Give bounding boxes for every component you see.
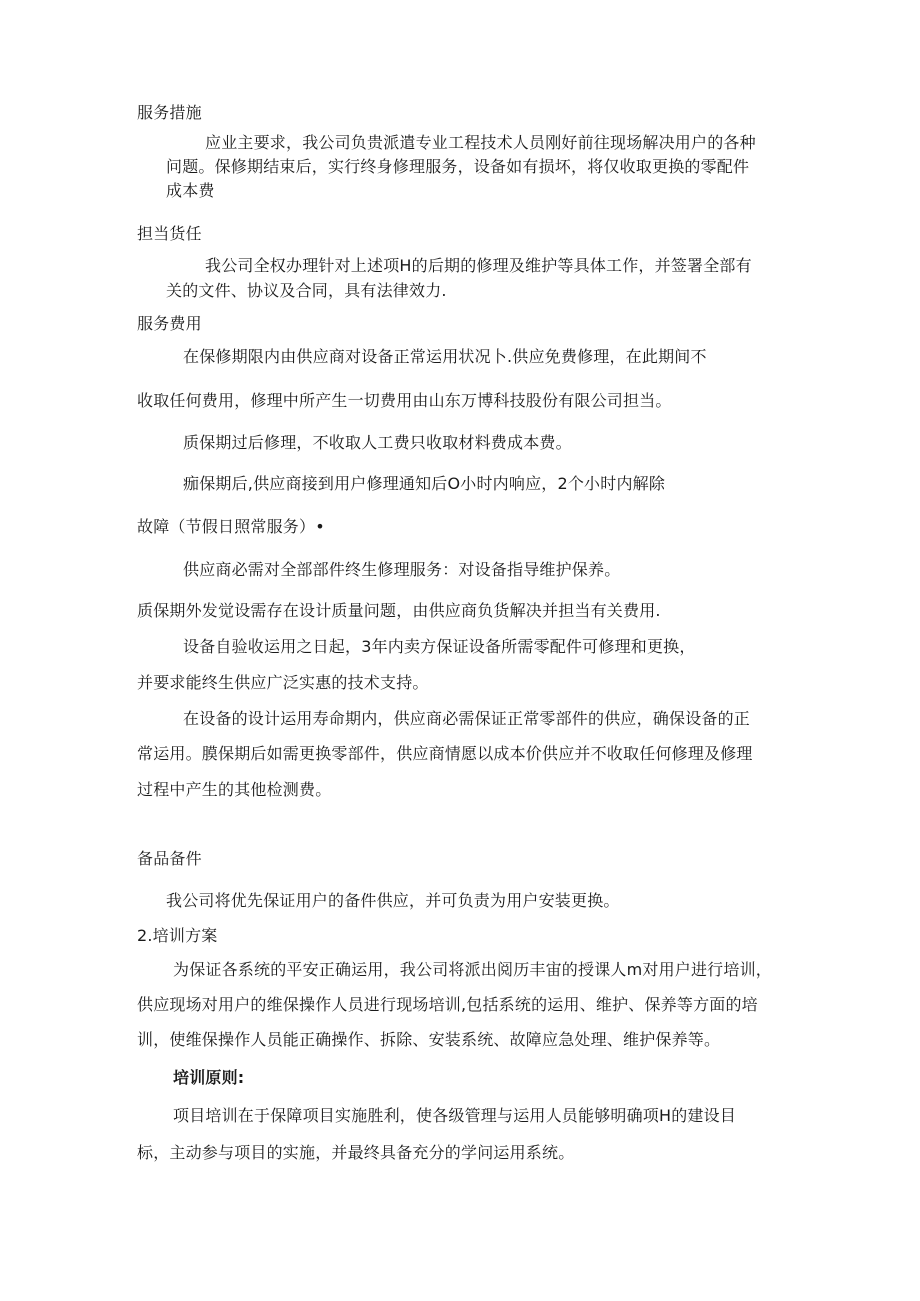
heading-service-fees: 服务费用 [137,314,202,333]
heading-training-principles: 培训原则: [173,1068,245,1087]
heading-spare-parts: 备品备件 [137,849,202,868]
paragraph-line: 训，使维保操作人员能正确操作、拆除、安装系统、故障应急处理、维护保养等。 [137,1030,721,1049]
paragraph-line: 常运用。膜保期后如需更换零部件，供应商情愿以成本价供应并不收取任何修理及修理 [137,744,753,763]
paragraph-line: 关的文件、协议及合同，具有法律效力. [166,281,447,300]
paragraph-line: 故障（节假日照常服务）• [137,517,325,536]
paragraph-line: 项目培训在于保障项目实施胜利，使各级管理与运用人员能够明确项H的建设目 [173,1106,737,1125]
paragraph-line: 问题。保修期结束后，实行终身修理服务，设备如有损坏，将仅收取更换的零配件 [166,157,750,176]
paragraph-line: 供应现场对用户的维保操作人员进行现场培训,包括系统的运用、维护、保养等方面的培 [137,995,758,1014]
paragraph-line: 我公司全权办理针对上述项H的后期的修理及维护等具体工作，并签署全部有 [205,256,752,275]
paragraph-line: 质保期过后修理，不收取人工费只收取材料费成本费。 [183,433,572,452]
paragraph-line: 收取任何费用，修理中所产生一切费用由山东万博科技股份有限公司担当。 [137,391,672,410]
paragraph-line: 成本费 [166,181,215,200]
paragraph-line: 供应商必需对全部部件终生修理服务：对设备指导维护保养。 [183,560,621,579]
paragraph-line: 应业主要求，我公司负贵派遣专业工程技术人员刚好前往现场解决用户的各种 [205,133,756,152]
paragraph-line: 质保期外发觉设需存在设计质量问题，由供应商负货解决并担当有关费用. [137,601,661,620]
paragraph-line: 过程中产生的其他检测费。 [137,780,332,799]
paragraph-line: 标，主动参与项目的实施，并最终具备充分的学问运用系统。 [137,1143,575,1162]
paragraph-line: 在设备的设计运用寿命期内，供应商必需保证正常零部件的供应，确保设备的正 [183,709,751,728]
paragraph-line: 在保修期限内由供应商对设备正常运用状况卜.供应免费修理，在此期间不 [183,347,707,366]
heading-training-plan: 2.培训方案 [137,926,218,945]
heading-responsibility: 担当货任 [137,224,202,243]
paragraph-line: 为保证各系统的平安正确运用，我公司将派出阅历丰宙的授课人m对用户进行培训， [173,960,772,979]
paragraph-line: 设备自验收运用之日起，3年内卖方保证设备所需零配件可修理和更换， [183,637,696,656]
paragraph-line: 痂保期后,供应商接到用户修理通知后O小时内响应，2个小时内解除 [183,474,666,493]
heading-service-measures: 服务措施 [137,103,202,122]
paragraph-line: 我公司将优先保证用户的备件供应，并可负责为用户安装更换。 [166,891,620,910]
paragraph-line: 并要求能终生供应广泛实惠的技术支持。 [137,673,429,692]
